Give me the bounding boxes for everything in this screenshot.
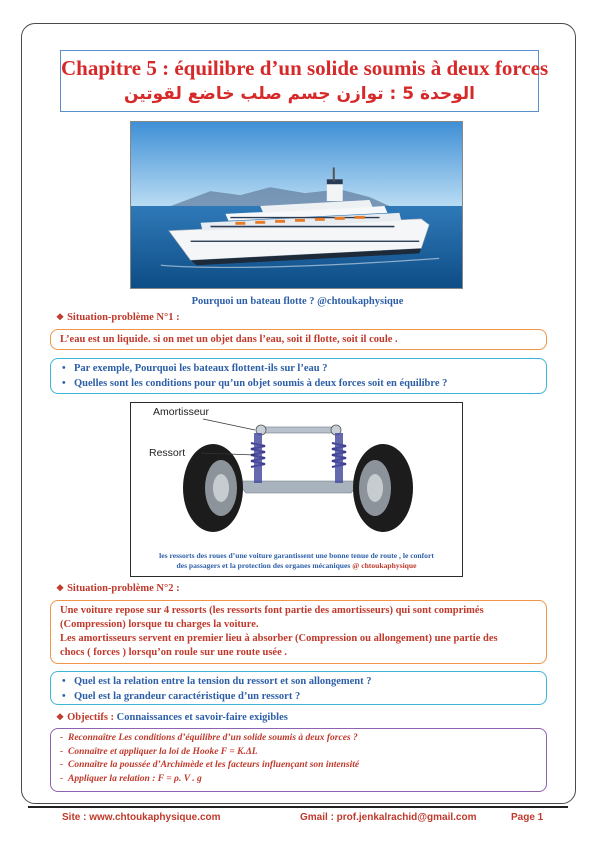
list-item: - Connaître la poussée d’Archimède et les facteurs influençant son intensité: [60, 760, 360, 771]
situation-1-heading: ❖ Situation-problème N°1 :: [56, 312, 180, 323]
diamond-bullet-icon: ❖: [56, 583, 65, 593]
chapter-title-fr: Chapitre 5 : équilibre d’un solide soumis à deux forces: [61, 56, 549, 80]
diamond-bullet-icon: ❖: [56, 312, 65, 322]
objectifs-heading: ❖ Objectifs : Connaissances et savoir-faire exigibles: [56, 712, 288, 723]
situation-2-heading: ❖ Situation-problème N°2 :: [56, 583, 180, 594]
car-suspension-figure: [130, 402, 463, 577]
situation-2-line: Une voiture repose sur 4 ressorts (les ressorts font partie des amortisseurs) qui sont comprimés: [60, 605, 484, 616]
list-item: - Appliquer la relation : F = ρ. V . g: [60, 773, 202, 784]
figure-caption: les ressorts des roues d’une voiture garantissent une bonne tenue de route , le confort des passagers et la protection des organes mécaniques @ chtoukaphysique: [159, 551, 434, 570]
footer-site: Site : www.chtoukaphysique.com: [62, 812, 221, 823]
chapter-title-ar: الوحدة 5 : توازن جسم صلب خاضع لقوتين: [123, 84, 476, 104]
title-box: [60, 50, 549, 112]
situation-1-questions-box: [50, 358, 547, 394]
situation-2-line: chocs ( forces ) lorsqu’on roule sur une route usée .: [60, 647, 288, 658]
cruise-ship-photo: [130, 121, 463, 289]
list-item: • Quelles sont les conditions pour qu’un objet soumis à deux forces soit en équilibre ?: [62, 377, 448, 389]
situation-1-text-box: [50, 329, 547, 350]
footer-page-number: Page 1: [511, 812, 544, 823]
label-ressort: Ressort: [149, 447, 186, 459]
situation-2-text-box: [50, 600, 547, 664]
list-item: • Quel est la relation entre la tension du ressort et son allongement ?: [62, 676, 372, 687]
label-amortisseur: Amortisseur: [153, 406, 210, 418]
situation-2-line: (Compression) lorsque tu charges la voiture.: [60, 619, 259, 630]
situation-2-questions-box: [50, 671, 547, 705]
footer-gmail: Gmail : prof.jenkalrachid@gmail.com: [300, 812, 477, 823]
situation-2-line: Les amortisseurs servent en premier lieu à absorber (Compression ou allongement) une partie des: [60, 633, 498, 644]
list-item: - Reconnaître Les conditions d’équilibre d’un solide soumis à deux forces ?: [60, 733, 358, 743]
footer-divider: [28, 806, 568, 808]
objectifs-subheading: Connaissances et savoir-faire exigibles: [116, 712, 288, 723]
objectifs-box: [50, 728, 547, 792]
list-item: - Connaître et appliquer la loi de Hooke F = K.ΔL: [60, 746, 258, 757]
list-item: • Quel est la grandeur caractéristique d’un ressort ?: [62, 690, 301, 702]
diamond-bullet-icon: ❖: [56, 712, 65, 722]
list-item: • Par exemple, Pourquoi les bateaux flottent-ils sur l’eau ?: [62, 363, 328, 374]
photo-caption: Pourquoi un bateau flotte ? @chtoukaphysique: [191, 296, 404, 307]
situation-1-text: L’eau est un liquide. si on met un objet dans l’eau, soit il flotte, soit il coule .: [60, 334, 398, 345]
